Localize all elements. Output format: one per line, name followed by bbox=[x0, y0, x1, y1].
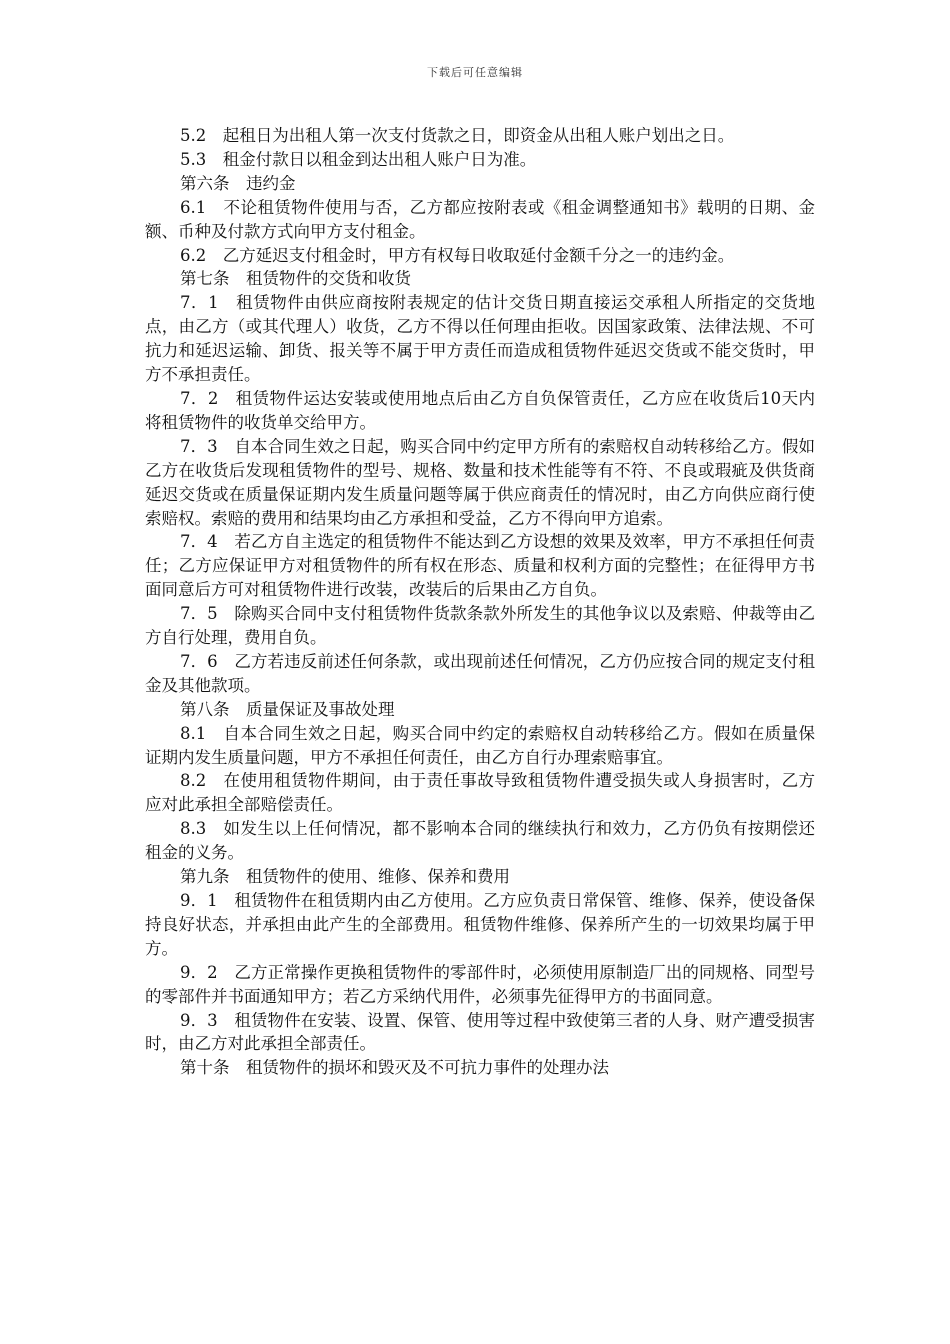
clause-9-2: 9．2 乙方正常操作更换租赁物件的零部件时，必须使用原制造厂出的同规格、同型号的零部件并书面通知甲方；若乙方采纳代用件，必须事先征得甲方的书面同意。 bbox=[145, 962, 815, 1006]
clause-8-1: 8.1 自本合同生效之日起，购买合同中约定的索赔权自动转移给乙方。假如在质量保证期内发生质量问题，甲方不承担任何责任，由乙方自行办理索赔事宜。 bbox=[145, 723, 815, 767]
clause-7-2: 7．2 租赁物件运达安装或使用地点后由乙方自负保管责任，乙方应在收货后10天内将租赁物件的收货单交给甲方。 bbox=[145, 388, 815, 432]
page-header: 下载后可任意编辑 bbox=[427, 66, 523, 79]
clause-8-2: 8.2 在使用租赁物件期间，由于责任事故导致租赁物件遭受损失或人身损害时，乙方应对此承担全部赔偿责任。 bbox=[145, 771, 815, 815]
clause-5-3: 5.3 租金付款日以租金到达出租人账户日为准。 bbox=[180, 149, 537, 169]
clause-7-6: 7．6 乙方若违反前述任何条款，或出现前述任何情况，乙方仍应按合同的规定支付租金及其他款项。 bbox=[145, 651, 815, 695]
clause-6-1: 6.1 不论租赁物件使用与否，乙方都应按附表或《租金调整通知书》载明的日期、金额、币种及付款方式向甲方支付租金。 bbox=[145, 197, 815, 241]
article-8-heading: 第八条 质量保证及事故处理 bbox=[180, 699, 395, 719]
clause-9-1: 9．1 租赁物件在租赁期内由乙方使用。乙方应负责日常保管、维修、保养，使设备保持良好状态，并承担由此产生的全部费用。租赁物件维修、保养所产生的一切效果均属于甲方。 bbox=[145, 891, 815, 958]
document-body bbox=[145, 124, 815, 1080]
clause-7-3: 7．3 自本合同生效之日起，购买合同中约定甲方所有的索赔权自动转移给乙方。假如乙方在收货后发现租赁物件的型号、规格、数量和技术性能等有不符、不良或瑕疵及供货商延迟交货或在质量保证期内发生质量问题等属于供应商责任的情况时，由乙方向供应商行使索赔权。索赔的费用和结果均由乙方承担和受益，乙方不得向甲方追索。 bbox=[145, 436, 815, 528]
clause-8-3: 8.3 如发生以上任何情况，都不影响本合同的继续执行和效力，乙方仍负有按期偿还租金的义务。 bbox=[145, 819, 815, 863]
article-9-heading: 第九条 租赁物件的使用、维修、保养和费用 bbox=[180, 867, 510, 887]
article-6-heading: 第六条 违约金 bbox=[180, 173, 296, 193]
clause-7-1: 7．1 租赁物件由供应商按附表规定的估计交货日期直接运交承租人所指定的交货地点，由乙方（或其代理人）收货，乙方不得以任何理由拒收。因国家政策、法律法规、不可抗力和延迟运输、卸货、报关等不属于甲方责任而造成租赁物件延迟交货或不能交货时，甲方不承担责任。 bbox=[145, 293, 815, 385]
clause-7-4: 7．4 若乙方自主选定的租赁物件不能达到乙方设想的效果及效率，甲方不承担任何责任；乙方应保证甲方对租赁物件的所有权在形态、质量和权利方面的完整性；在征得甲方书面同意后方可对租赁物件进行改装，改装后的后果由乙方自负。 bbox=[145, 532, 815, 600]
article-7-heading: 第七条 租赁物件的交货和收货 bbox=[180, 269, 411, 289]
clause-7-5: 7．5 除购买合同中支付租赁物件货款条款外所发生的其他争议以及索赔、仲裁等由乙方自行处理，费用自负。 bbox=[145, 604, 815, 648]
clause-5-2: 5.2 起租日为出租人第一次支付货款之日，即资金从出租人账户划出之日。 bbox=[180, 126, 735, 145]
article-10-heading: 第十条 租赁物件的损坏和毁灭及不可抗力事件的处理办法 bbox=[180, 1058, 609, 1078]
clause-9-3: 9．3 租赁物件在安装、设置、保管、使用等过程中致使第三者的人身、财产遭受损害时，由乙方对此承担全部责任。 bbox=[145, 1010, 815, 1054]
clause-6-2: 6.2 乙方延迟支付租金时，甲方有权每日收取延付金额千分之一的违约金。 bbox=[180, 245, 735, 265]
